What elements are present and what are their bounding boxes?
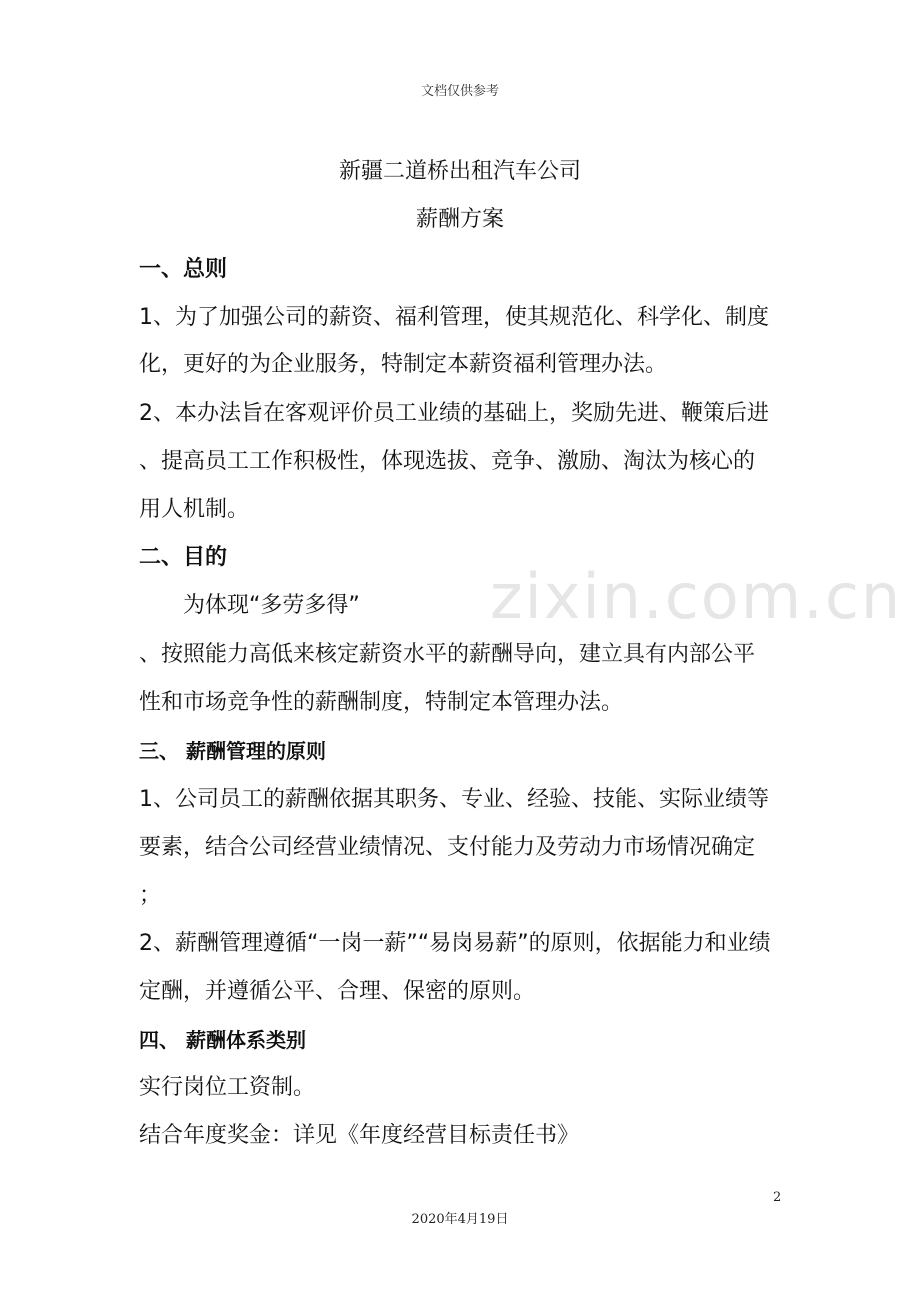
paragraph-line: 性和市场竞争性的薪酬制度，特制定本管理办法。: [139, 690, 624, 715]
paragraph-line: 1、公司员工的薪酬依据其职务、专业、经验、技能、实际业绩等: [139, 787, 769, 812]
section-heading-purpose: 二、目的: [139, 545, 228, 570]
paragraph-line: 定酬，并遵循公平、合理、保密的原则。: [139, 979, 536, 1004]
paragraph-line: 化，更好的为企业服务，特制定本薪资福利管理办法。: [139, 352, 668, 377]
document-title: 新疆二道桥出租汽车公司: [338, 159, 581, 184]
paragraph-line: 结合年度奖金：详见《年度经营目标责任书》: [139, 1123, 580, 1148]
paragraph-line: 、提高员工工作积极性，体现选拔、竞争、激励、淘汰为核心的: [139, 449, 756, 474]
header-note: 文档仅供参考: [420, 84, 499, 99]
paragraph-line: 实行岗位工资制。: [139, 1075, 316, 1100]
section-heading-principles: 三、 薪酬管理的原则: [139, 739, 326, 763]
paragraph-line: 要素，结合公司经营业绩情况、支付能力及劳动力市场情况确定: [139, 835, 756, 860]
watermark: zixin.com.cn: [490, 560, 903, 633]
page-number: 2: [773, 1190, 782, 1205]
paragraph-line: 2、薪酬管理遵循“一岗一薪”“易岗易薪”的原则，依据能力和业绩: [139, 931, 771, 956]
paragraph-line: 为体现“多劳多得”: [183, 593, 360, 618]
paragraph-line: 用人机制。: [139, 497, 250, 522]
paragraph-line: 1、为了加强公司的薪资、福利管理，使其规范化、科学化、制度: [139, 305, 769, 330]
footer-date: 2020年4月19日: [411, 1212, 509, 1227]
section-heading-general: 一、总则: [139, 257, 228, 282]
paragraph-line: ；: [139, 883, 162, 908]
document-subtitle: 薪酬方案: [415, 207, 504, 232]
section-heading-system: 四、 薪酬体系类别: [139, 1028, 306, 1052]
paragraph-line: 、按照能力高低来核定薪资水平的薪酬导向，建立具有内部公平: [139, 642, 756, 667]
paragraph-line: 2、本办法旨在客观评价员工业绩的基础上，奖励先进、鞭策后进: [139, 401, 769, 426]
